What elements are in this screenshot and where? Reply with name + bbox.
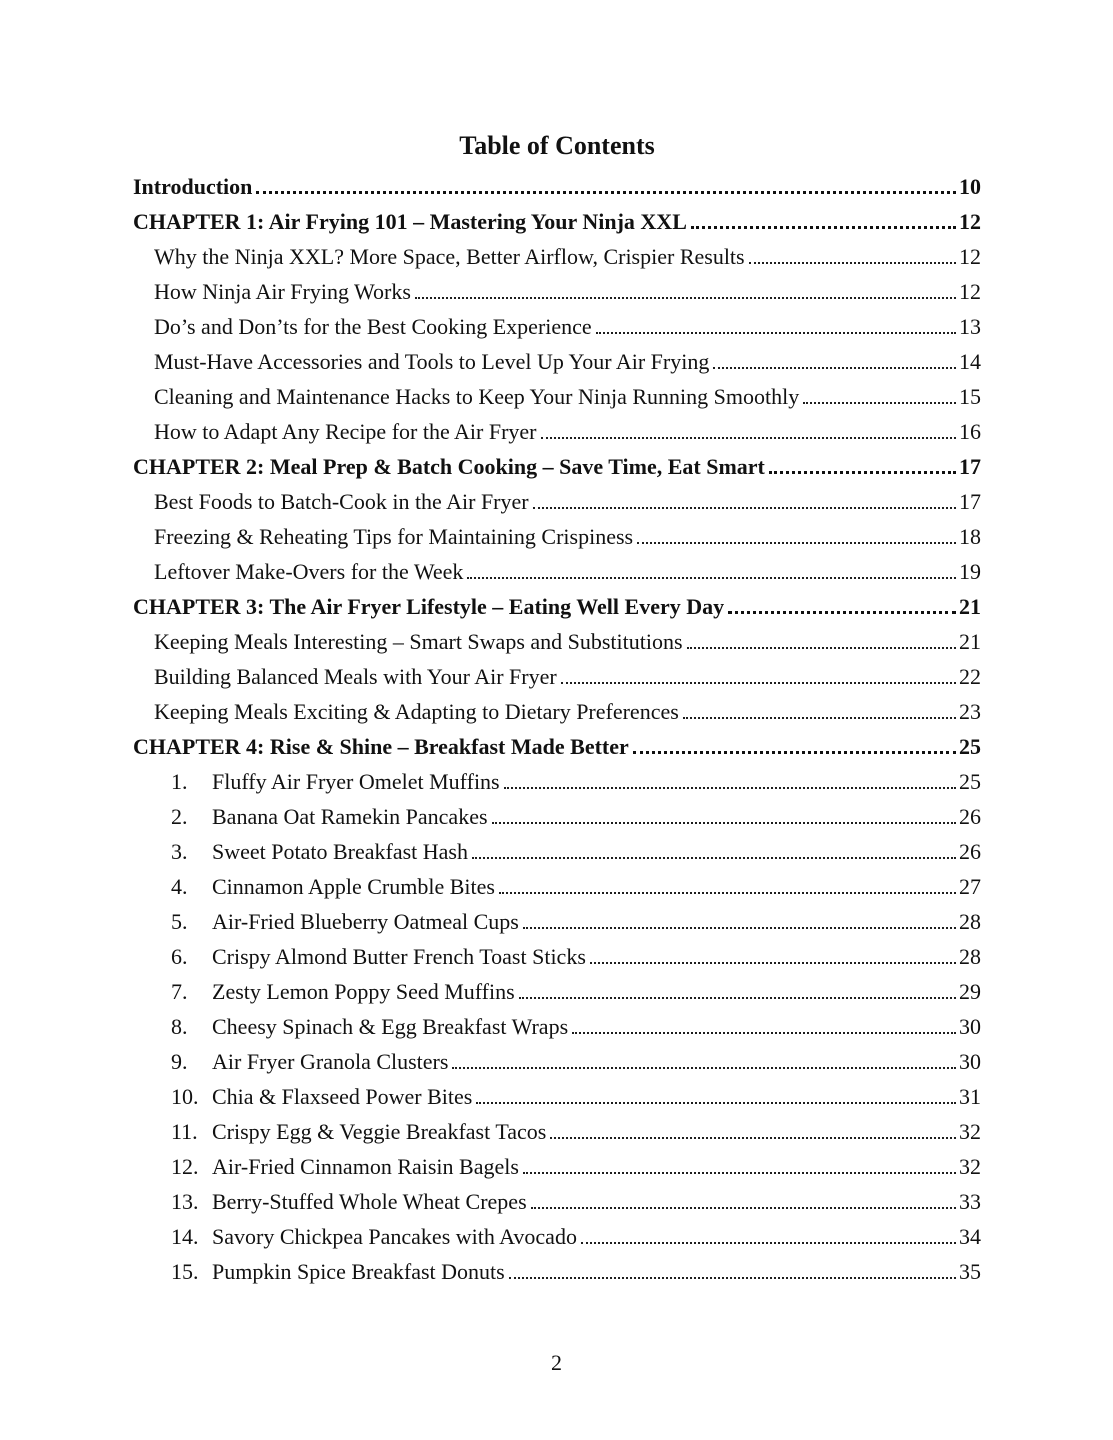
toc-entry[interactable] [133,449,981,484]
toc-entry[interactable] [133,1009,981,1044]
toc-entry-number: 11. [171,1119,198,1144]
toc-entry-label: How to Adapt Any Recipe for the Air Fryer [154,419,537,444]
toc-entry[interactable] [133,239,981,274]
toc-entry-number: 13. [171,1189,199,1214]
toc-entry[interactable] [133,729,981,764]
toc-entry-number: 9. [171,1049,188,1074]
dot-leader [541,435,957,439]
dot-leader [550,1135,956,1139]
dot-leader [452,1065,956,1069]
toc-entry-page: 22 [959,664,981,689]
table-of-contents [133,169,981,1289]
toc-entry-page: 18 [959,524,981,549]
toc-entry-page: 27 [959,874,981,899]
dot-leader [531,1205,956,1209]
toc-entry[interactable] [133,624,981,659]
toc-entry-page: 10 [959,174,981,199]
dot-leader [572,1030,956,1034]
toc-entry[interactable] [133,169,981,204]
dot-leader [467,575,956,579]
dot-leader [749,260,956,264]
toc-entry-label: Keeping Meals Exciting & Adapting to Dietary Preferences [154,699,679,724]
toc-entry-label: CHAPTER 3: The Air Fryer Lifestyle – Eating Well Every Day [133,594,725,619]
toc-entry-label: CHAPTER 1: Air Frying 101 – Mastering Your Ninja XXL [133,209,687,234]
toc-entry-number: 6. [171,944,188,969]
toc-entry-label: Savory Chickpea Pancakes with Avocado [212,1224,577,1249]
dot-leader [803,400,956,404]
toc-entry-label: Air Fryer Granola Clusters [212,1049,449,1074]
dot-leader [492,820,956,824]
dot-leader [596,330,956,334]
toc-entry-number: 12. [171,1154,199,1179]
toc-entry-label: Cleaning and Maintenance Hacks to Keep Your Ninja Running Smoothly [154,384,800,409]
dot-leader [633,749,956,754]
toc-entry-number: 4. [171,874,188,899]
toc-entry-page: 32 [959,1154,981,1179]
toc-entry-page: 33 [959,1189,981,1214]
toc-entry-label: Chia & Flaxseed Power Bites [212,1084,473,1109]
toc-entry-label: Cinnamon Apple Crumble Bites [212,874,495,899]
toc-entry-number: 15. [171,1259,199,1284]
toc-entry[interactable] [133,1184,981,1219]
toc-entry-label: How Ninja Air Frying Works [154,279,411,304]
toc-entry-label: Introduction [133,174,253,199]
toc-entry-page: 28 [959,944,981,969]
toc-entry-label: CHAPTER 4: Rise & Shine – Breakfast Made Better [133,734,629,759]
dot-leader [581,1240,956,1244]
toc-entry-page: 21 [959,629,981,654]
toc-entry-label: Do’s and Don’ts for the Best Cooking Experience [154,314,592,339]
dot-leader [637,540,956,544]
toc-entry-number: 5. [171,909,188,934]
toc-entry[interactable] [133,519,981,554]
toc-entry-page: 12 [959,209,981,234]
toc-entry[interactable] [133,1219,981,1254]
toc-entry-page: 23 [959,699,981,724]
toc-entry-page: 26 [959,839,981,864]
toc-entry[interactable] [133,659,981,694]
toc-entry-label: Berry-Stuffed Whole Wheat Crepes [212,1189,527,1214]
dot-leader [499,890,956,894]
toc-entry[interactable] [133,589,981,624]
dot-leader [769,469,956,474]
toc-entry-number: 7. [171,979,188,1004]
toc-entry-page: 16 [959,419,981,444]
dot-leader [590,960,956,964]
toc-entry-label: Banana Oat Ramekin Pancakes [212,804,488,829]
toc-entry[interactable] [133,204,981,239]
toc-entry-number: 1. [171,769,188,794]
toc-entry-number: 8. [171,1014,188,1039]
toc-entry-number: 14. [171,1224,199,1249]
toc-entry-page: 14 [959,349,981,374]
dot-leader [256,189,956,194]
page-title: Table of Contents [459,131,655,160]
dot-leader [504,785,956,789]
toc-entry[interactable] [133,904,981,939]
toc-entry-label: Pumpkin Spice Breakfast Donuts [212,1259,505,1284]
toc-entry-page: 25 [959,769,981,794]
toc-entry-label: Fluffy Air Fryer Omelet Muffins [212,769,500,794]
dot-leader [519,995,956,999]
toc-entry[interactable] [133,414,981,449]
toc-entry[interactable] [133,799,981,834]
toc-entry-page: 12 [959,244,981,269]
toc-entry-page: 15 [959,384,981,409]
dot-leader [472,855,956,859]
dot-leader [476,1100,956,1104]
toc-entry[interactable] [133,834,981,869]
toc-entry-page: 28 [959,909,981,934]
dot-leader [533,505,956,509]
toc-entry-page: 34 [959,1224,981,1249]
dot-leader [523,925,956,929]
toc-entry-page: 35 [959,1259,981,1284]
toc-entry-number: 10. [171,1084,199,1109]
toc-entry[interactable] [133,274,981,309]
toc-entry-number: 2. [171,804,188,829]
toc-entry-label: Must-Have Accessories and Tools to Level Up Your Air Frying [154,349,710,374]
toc-entry-page: 29 [959,979,981,1004]
toc-entry[interactable] [133,974,981,1009]
toc-entry[interactable] [133,1079,981,1114]
toc-entry-page: 32 [959,1119,981,1144]
dot-leader [561,680,956,684]
toc-entry[interactable] [133,764,981,799]
footer-page-number: 2 [551,1350,562,1375]
toc-entry-label: Best Foods to Batch-Cook in the Air Fryer [154,489,529,514]
dot-leader [683,715,956,719]
dot-leader [713,365,956,369]
toc-entry-label: Zesty Lemon Poppy Seed Muffins [212,979,515,1004]
toc-entry-label: CHAPTER 2: Meal Prep & Batch Cooking – Save Time, Eat Smart [133,454,765,479]
toc-entry[interactable] [133,554,981,589]
toc-entry-label: Leftover Make-Overs for the Week [154,559,464,584]
toc-entry[interactable] [133,379,981,414]
toc-entry-label: Air-Fried Blueberry Oatmeal Cups [212,909,519,934]
toc-entry-page: 25 [959,734,981,759]
toc-entry[interactable] [133,1044,981,1079]
toc-entry-label: Crispy Almond Butter French Toast Sticks [212,944,586,969]
toc-entry[interactable] [133,694,981,729]
toc-entry-page: 12 [959,279,981,304]
toc-entry-page: 30 [959,1014,981,1039]
toc-entry-label: Why the Ninja XXL? More Space, Better Airflow, Crispier Results [154,244,745,269]
toc-entry-page: 31 [959,1084,981,1109]
toc-entry-label: Keeping Meals Interesting – Smart Swaps and Substitutions [154,629,683,654]
toc-entry-label: Air-Fried Cinnamon Raisin Bagels [212,1154,519,1179]
toc-entry[interactable] [133,344,981,379]
toc-entry[interactable] [133,1114,981,1149]
toc-entry-label: Freezing & Reheating Tips for Maintaining Crispiness [154,524,634,549]
toc-entry[interactable] [133,869,981,904]
toc-entry-number: 3. [171,839,188,864]
dot-leader [691,224,956,229]
toc-entry-page: 17 [959,489,981,514]
dot-leader [687,645,956,649]
toc-entry-page: 30 [959,1049,981,1074]
toc-entry[interactable] [133,484,981,519]
toc-entry[interactable] [133,309,981,344]
dot-leader [509,1275,956,1279]
toc-entry-page: 19 [959,559,981,584]
dot-leader [523,1170,956,1174]
toc-entry[interactable] [133,1254,981,1289]
toc-entry[interactable] [133,939,981,974]
toc-entry[interactable] [133,1149,981,1184]
toc-entry-page: 26 [959,804,981,829]
toc-entry-page: 21 [959,594,981,619]
toc-entry-label: Building Balanced Meals with Your Air Fryer [154,664,557,689]
toc-entry-page: 17 [959,454,981,479]
toc-entry-label: Cheesy Spinach & Egg Breakfast Wraps [212,1014,569,1039]
toc-entry-label: Sweet Potato Breakfast Hash [212,839,468,864]
dot-leader [728,609,956,614]
dot-leader [415,295,956,299]
toc-entry-page: 13 [959,314,981,339]
toc-entry-label: Crispy Egg & Veggie Breakfast Tacos [212,1119,547,1144]
